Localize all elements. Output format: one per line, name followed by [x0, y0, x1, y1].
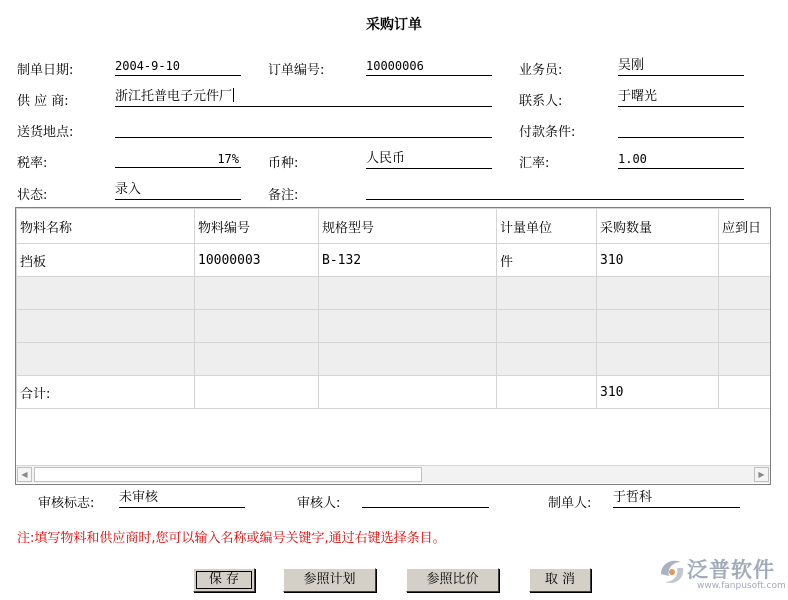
order-date-field[interactable]: 2004-9-10 — [115, 57, 241, 76]
total-cell — [719, 376, 772, 409]
status-field[interactable]: 录入 — [115, 181, 241, 200]
cancel-button[interactable]: 取 消 — [529, 568, 591, 592]
supplier-field[interactable] — [115, 88, 492, 107]
table-row[interactable] — [17, 310, 772, 343]
hint-note: 注:填写物料和供应商时,您可以输入名称或编号关键字,通过右键选择条目。 — [17, 531, 446, 546]
col-material-code[interactable]: 物料编号 — [195, 209, 319, 244]
auditor-label: 审核人: — [297, 496, 341, 511]
cell-due-date[interactable] — [719, 244, 772, 277]
cell-spec[interactable]: B-132 — [319, 244, 497, 277]
total-label: 合计: — [17, 376, 195, 409]
total-cell — [195, 376, 319, 409]
empty-cell[interactable] — [319, 310, 497, 343]
scroll-right-icon[interactable]: ▶ — [754, 467, 769, 482]
rate-label: 汇率: — [519, 156, 550, 171]
remark-field[interactable] — [366, 181, 744, 200]
empty-cell[interactable] — [319, 277, 497, 310]
empty-cell[interactable] — [497, 277, 597, 310]
audit-flag-label: 审核标志: — [38, 496, 95, 511]
currency-label: 币种: — [268, 156, 299, 171]
salesman-label: 业务员: — [519, 63, 563, 78]
scrollbar-thumb[interactable] — [34, 467, 422, 482]
order-items-grid[interactable] — [15, 207, 771, 485]
payment-label: 付款条件: — [519, 125, 576, 140]
col-material-name[interactable]: 物料名称 — [17, 209, 195, 244]
text-caret — [233, 88, 234, 102]
empty-cell[interactable] — [597, 277, 719, 310]
remark-label: 备注: — [268, 188, 299, 203]
tax-field[interactable]: 17% — [115, 150, 241, 168]
cell-quantity[interactable]: 310 — [597, 244, 719, 277]
col-unit[interactable]: 计量单位 — [497, 209, 597, 244]
empty-cell[interactable] — [195, 343, 319, 376]
col-spec[interactable]: 规格型号 — [319, 209, 497, 244]
col-quantity[interactable]: 采购数量 — [597, 209, 719, 244]
currency-field[interactable]: 人民币 — [366, 150, 492, 169]
total-quantity: 310 — [597, 376, 719, 409]
save-button[interactable]: 保 存 — [193, 568, 255, 592]
table-header-row — [17, 209, 772, 244]
empty-cell[interactable] — [719, 343, 772, 376]
fanpu-logo-icon — [657, 556, 687, 588]
order-no-field[interactable]: 10000006 — [366, 57, 492, 76]
empty-cell[interactable] — [597, 310, 719, 343]
form-title: 采购订单 — [366, 17, 422, 33]
scroll-left-icon[interactable]: ◀ — [17, 467, 32, 482]
supplier-label: 供 应 商: — [17, 94, 69, 109]
cell-material-name[interactable]: 挡板 — [17, 244, 195, 277]
reference-price-button[interactable]: 参照比价 — [406, 568, 499, 592]
empty-cell[interactable] — [195, 310, 319, 343]
tax-label: 税率: — [17, 156, 48, 171]
cell-material-code[interactable]: 10000003 — [195, 244, 319, 277]
empty-cell[interactable] — [319, 343, 497, 376]
contact-label: 联系人: — [519, 94, 563, 109]
empty-cell[interactable] — [719, 310, 772, 343]
payment-field[interactable] — [618, 119, 744, 138]
empty-cell[interactable] — [719, 277, 772, 310]
empty-cell[interactable] — [597, 343, 719, 376]
total-cell — [319, 376, 497, 409]
supplier-value: 浙江托普电子元件厂 — [115, 89, 233, 104]
empty-cell[interactable] — [497, 343, 597, 376]
delivery-label: 送货地点: — [17, 125, 74, 140]
brand-url: www.fanpusoft.com — [697, 581, 786, 591]
col-due-date[interactable]: 应到日 — [719, 209, 772, 244]
rate-field[interactable]: 1.00 — [618, 150, 744, 169]
creator-field[interactable]: 于哲科 — [613, 489, 740, 508]
status-label: 状态: — [17, 188, 48, 203]
audit-flag-field[interactable]: 未审核 — [119, 489, 245, 508]
horizontal-scrollbar[interactable] — [16, 465, 770, 483]
salesman-field[interactable]: 吴刚 — [618, 57, 744, 76]
empty-cell[interactable] — [195, 277, 319, 310]
empty-cell[interactable] — [497, 310, 597, 343]
auditor-field[interactable] — [362, 489, 489, 508]
empty-cell[interactable] — [17, 343, 195, 376]
order-date-label: 制单日期: — [17, 63, 74, 78]
creator-label: 制单人: — [548, 496, 592, 511]
empty-cell[interactable] — [17, 310, 195, 343]
brand-name: 泛普软件 — [687, 558, 775, 582]
total-row — [17, 376, 772, 409]
order-no-label: 订单编号: — [268, 63, 325, 78]
items-table — [16, 208, 771, 409]
table-row[interactable] — [17, 244, 772, 277]
brand-logo — [657, 552, 786, 598]
table-row[interactable] — [17, 343, 772, 376]
delivery-field[interactable] — [115, 119, 492, 138]
cell-unit[interactable]: 件 — [497, 244, 597, 277]
table-row[interactable] — [17, 277, 772, 310]
reference-plan-button[interactable]: 参照计划 — [283, 568, 376, 592]
contact-field[interactable]: 于曙光 — [618, 88, 744, 107]
empty-cell[interactable] — [17, 277, 195, 310]
total-cell — [497, 376, 597, 409]
